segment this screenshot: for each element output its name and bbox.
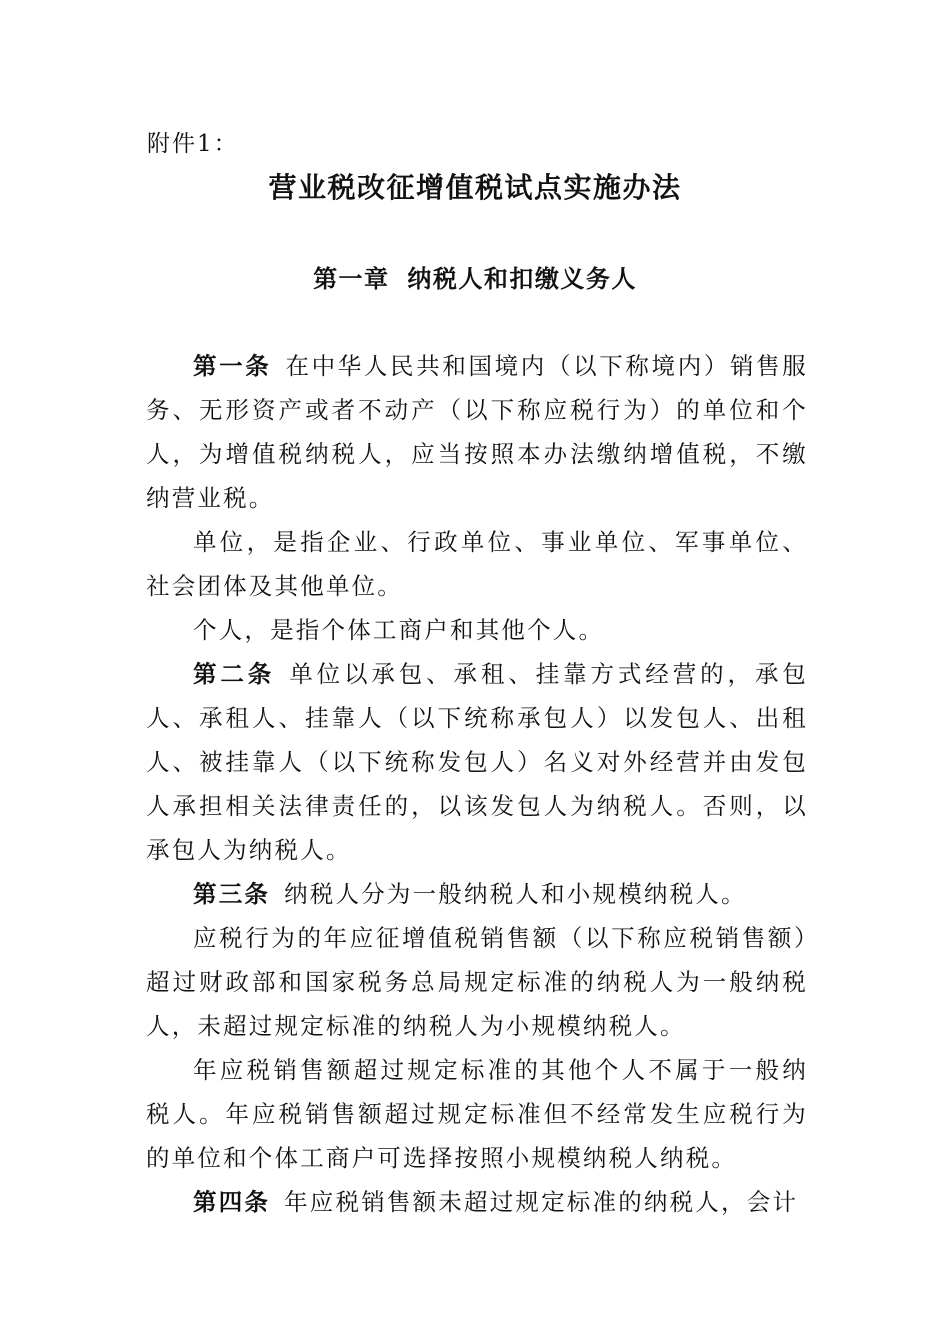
paragraph-text: 纳税人分为一般纳税人和小规模纳税人。 bbox=[284, 880, 747, 908]
paragraph-article-2 bbox=[146, 652, 808, 872]
attachment-label: 附件1： bbox=[147, 131, 239, 157]
paragraph-text: 单位以承包、承租、挂靠方式经营的，承包人、承租人、挂靠人（以下统称承包人）以发包人、出租人、被挂靠人（以下统称发包人）名义对外经营并由发包人承担相关法律责任的，以该发包人为纳税人。否则，以承包人为纳税人。 bbox=[146, 660, 808, 864]
article-number: 第二条 bbox=[193, 660, 276, 688]
paragraph-article-3 bbox=[146, 872, 808, 916]
document-body bbox=[146, 344, 808, 1224]
paragraph-text: 应税行为的年应征增值税销售额（以下称应税销售额）超过财政部和国家税务总局规定标准的纳税人为一般纳税人，未超过规定标准的纳税人为小规模纳税人。 bbox=[146, 924, 808, 1040]
paragraph-article-4 bbox=[146, 1180, 808, 1224]
article-number: 第一条 bbox=[193, 352, 272, 380]
paragraph-article-1 bbox=[146, 344, 808, 520]
document-title: 营业税改征增值税试点实施办法 bbox=[268, 171, 682, 204]
paragraph-text: 个人，是指个体工商户和其他个人。 bbox=[193, 616, 605, 644]
paragraph-individual-definition bbox=[146, 608, 808, 652]
paragraph-unit-definition bbox=[146, 520, 808, 608]
article-number: 第三条 bbox=[193, 880, 271, 908]
paragraph-text: 年应税销售额超过规定标准的其他个人不属于一般纳税人。年应税销售额超过规定标准但不经常发生应税行为的单位和个体工商户可选择按照小规模纳税人纳税。 bbox=[146, 1056, 808, 1172]
paragraph-taxable-sales bbox=[146, 916, 808, 1048]
article-number: 第四条 bbox=[193, 1188, 271, 1216]
chapter-title: 第一章 纳税人和扣缴义务人 bbox=[313, 264, 637, 293]
paragraph-text: 单位，是指企业、行政单位、事业单位、军事单位、社会团体及其他单位。 bbox=[146, 528, 808, 600]
paragraph-text: 年应税销售额未超过规定标准的纳税人，会计 bbox=[284, 1188, 799, 1216]
paragraph-other-individuals bbox=[146, 1048, 808, 1180]
paragraph-text: 在中华人民共和国境内（以下称境内）销售服务、无形资产或者不动产（以下称应税行为）的单位和个人，为增值税纳税人，应当按照本办法缴纳增值税，不缴纳营业税。 bbox=[146, 352, 808, 512]
